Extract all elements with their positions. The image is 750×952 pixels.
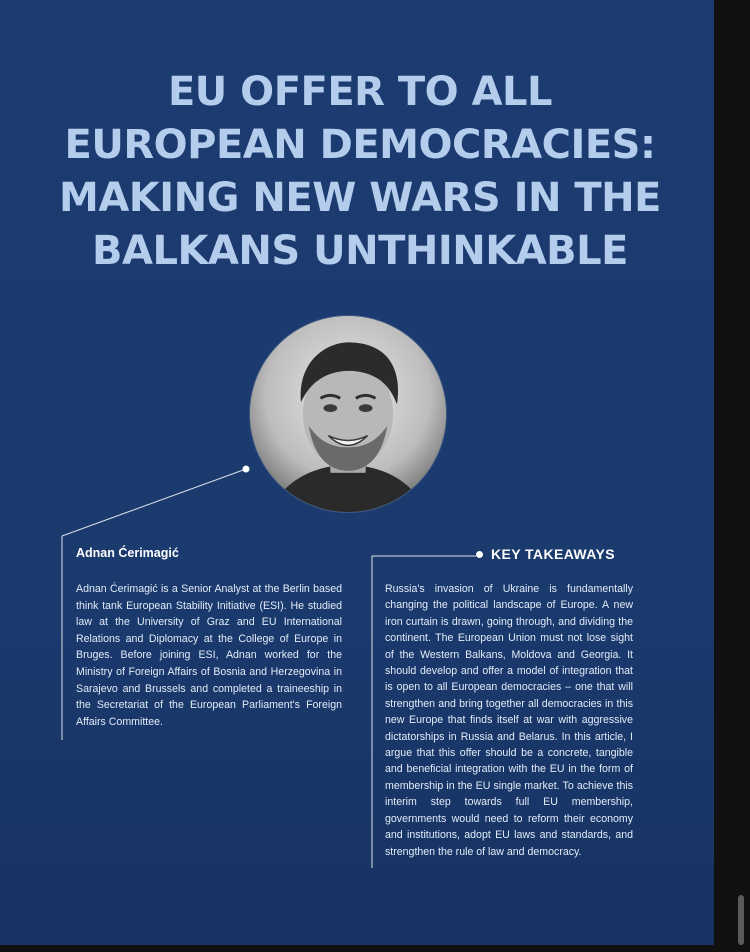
key-takeaways-heading bbox=[476, 546, 615, 562]
article-title: EU OFFER TO ALL EUROPEAN DEMOCRACIES: MAKING NEW WARS IN THE BALKANS UNTHINKABLE bbox=[59, 69, 661, 274]
key-takeaways-label: KEY TAKEAWAYS bbox=[491, 546, 615, 562]
vertical-scrollbar[interactable] bbox=[738, 895, 744, 945]
bullet-dot-icon bbox=[476, 551, 483, 558]
author-name: Adnan Ćerimagić bbox=[76, 546, 179, 560]
author-bio: Adnan Ćerimagić is a Senior Analyst at the Berlin based think tank European Stability Initiative (ESI). He studied law at the University of Graz and EU International Relations and Diplomacy at the College of Europe in Bruges. Before joining ESI, Adnan worked for the Ministry of Foreign Affairs of Bosnia and Herzegovina in Sarajevo and Brussels and completed a traineeship in the Secretariat of the European Parliament's Foreign Affairs Committee. bbox=[76, 583, 342, 728]
key-takeaways-text: Russia's invasion of Ukraine is fundamentally changing the political landscape of Europe. A new iron curtain is drawn, going through, and dividing the continent. The European Union must not lose sight of the Western Balkans, Moldova and Georgia. It should develop and offer a model of integration that is open to all European democracies – one that will strengthen and bring together all democracies in this new Europe that finds itself at war with aggressive dictatorships in Russia and Belarus. In this article, I argue that this offer should be a concrete, tangible and beneficial integration with the EU in the form of membership in the EU single market. To achieve this interim step towards full EU membership, governments would need to reform their economy and institutions, adopt EU laws and standards, and strengthen the rule of law and democracy. bbox=[385, 583, 633, 858]
window-bottom-edge bbox=[0, 945, 714, 952]
viewer-gutter bbox=[714, 0, 750, 952]
